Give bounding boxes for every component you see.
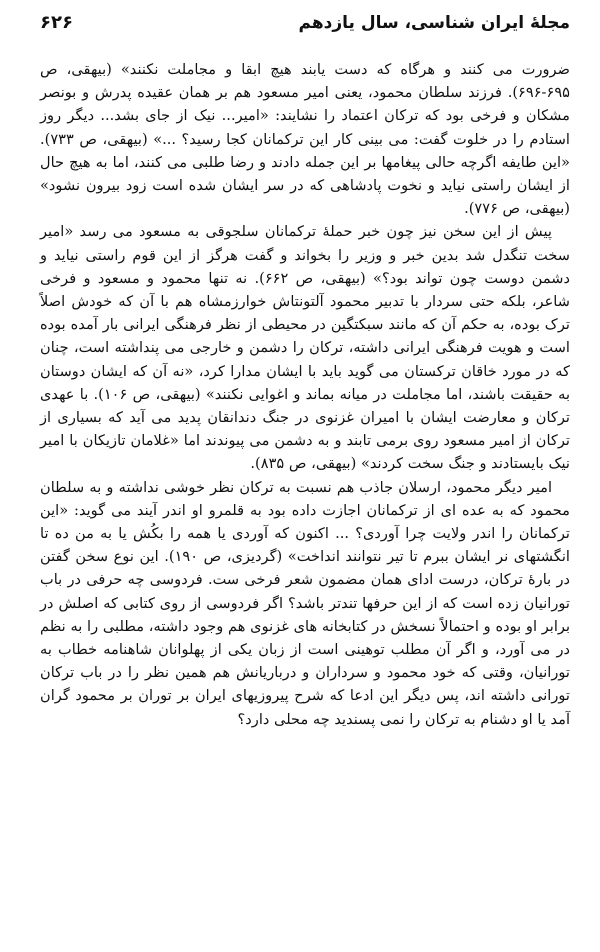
paragraph-3: امیر دیگر محمود، ارسلان جاذب هم نسبت به ترکان نظر خوشی نداشته و به سلطان محمود که به عده ای از ترکمانان اجازت داده بود به قلمرو او اندر آیند می گوید: «این ترکمانان را اندر ولایت چرا آوردی؟ ... اکنون که آوردی یا همه را بکُش یا به من ده تا انگشتهای نر ایشان ببرم تا تیر نتوانند انداخت» (گردیزی، ص ۱۹۰). این نوع سخن گفتن در بارهٔ ترکان، درست ادای همان مضمون شعر فرخی ست. فردوسی چه حرفی در باب تورانیان زده است که از این حرفها تندتر باشد؟ اگر فردوسی از روی کتابی که اصلش در برابر او بوده و احتمالاً نسخش در کتابخانه های غزنوی هم وجود داشته، مطلبی را به نظم در می آورد، و اگر آن مطلب توهینی است از زبان یکی از پهلوانان شاهنامه خطاب به تورانیان، وقتی که خود محمود و سرداران و درباریانش هم همین نظر را در باب ترکان تورانی داشته اند، پس دیگر این ادعا که شرح پیروزیهای ایران بر توران بر محمود گران آمد یا او دشنام به ترکان را نمی پسندید چه محلی دارد؟ — [40, 478, 570, 728]
paragraph-1: ضرورت می کنند و هرگاه که دست یابند هیچ ابقا و مجاملت نکنند» (بیهقی، ص ۶۹۵-۶۹۶). فرزند سلطان محمود، یعنی امیر مسعود هم بر همان عقیده پدرش و بونصر مشکان و فرخی بود که ترکان اعتماد را نشایند: «امیر... نیک از جای بشد... دیگر روز استادم را در خلوت گفت: می بینی کار این ترکمانان کجا رسید؟ ...» (بیهقی، ص ۷۳۳). «این طایفه اگرچه حالی پیغامها بر این جمله دادند و رضا طلبی می کنند، اما به هیچ حال از ایشان راستی نیاید و نخوت پادشاهی که در سر ایشان شده است زود بیرون نشود» (بیهقی، ص ۷۷۶). — [40, 61, 570, 218]
page-number: ۶۲۶ — [40, 12, 73, 33]
paragraph-2: پیش از این سخن نیز چون خبر حملهٔ ترکمانان سلجوقی به مسعود می رسد «امیر سخت تنگدل شد بدین خبر و وزیر را بخواند و گفت هرگز از این قوم راستی نیاید و دشمن دوست چون تواند بود؟» (بیهقی، ص ۶۶۲). نه تنها محمود و مسعود و فرخی شاعر، بلکه حتی سردار با تدبیر محمود آلتونتاش خوارزمشاه هم با آن که خودش اصلاً ترک بوده، به حکم آن که مانند سبکتگین در محیطی از نظر فرهنگی ایرانی بار آمده بوده است و هویت فرهنگی ایرانی داشته، ترکان را دشمن و خارجی می پنداشته است، چنان که در مورد خاقان ترکستان می گوید باید با ایشان مدارا کرد، «نه آن که ایشان دوستان به حقیقت باشند، اما مجاملت در میانه بماند و اغوایی نکنند» (بیهقی، ص ۱۰۶). با عهدی ترکان و معارضت ایشان با امیران غزنوی در جنگ دندانقان پدید می آید که بسیاری از ترکان از امیر مسعود روی برمی تابند و به دشمن می پیوندند اما «غلامان تازیکان با امیر نیک بایستادند و جنگ سخت کردند» (بیهقی، ص ۸۳۵). — [40, 223, 570, 473]
journal-title: مجلهٔ ایران شناسی، سال یازدهم — [298, 13, 570, 33]
page-header — [40, 12, 570, 58]
body-text — [40, 58, 570, 731]
